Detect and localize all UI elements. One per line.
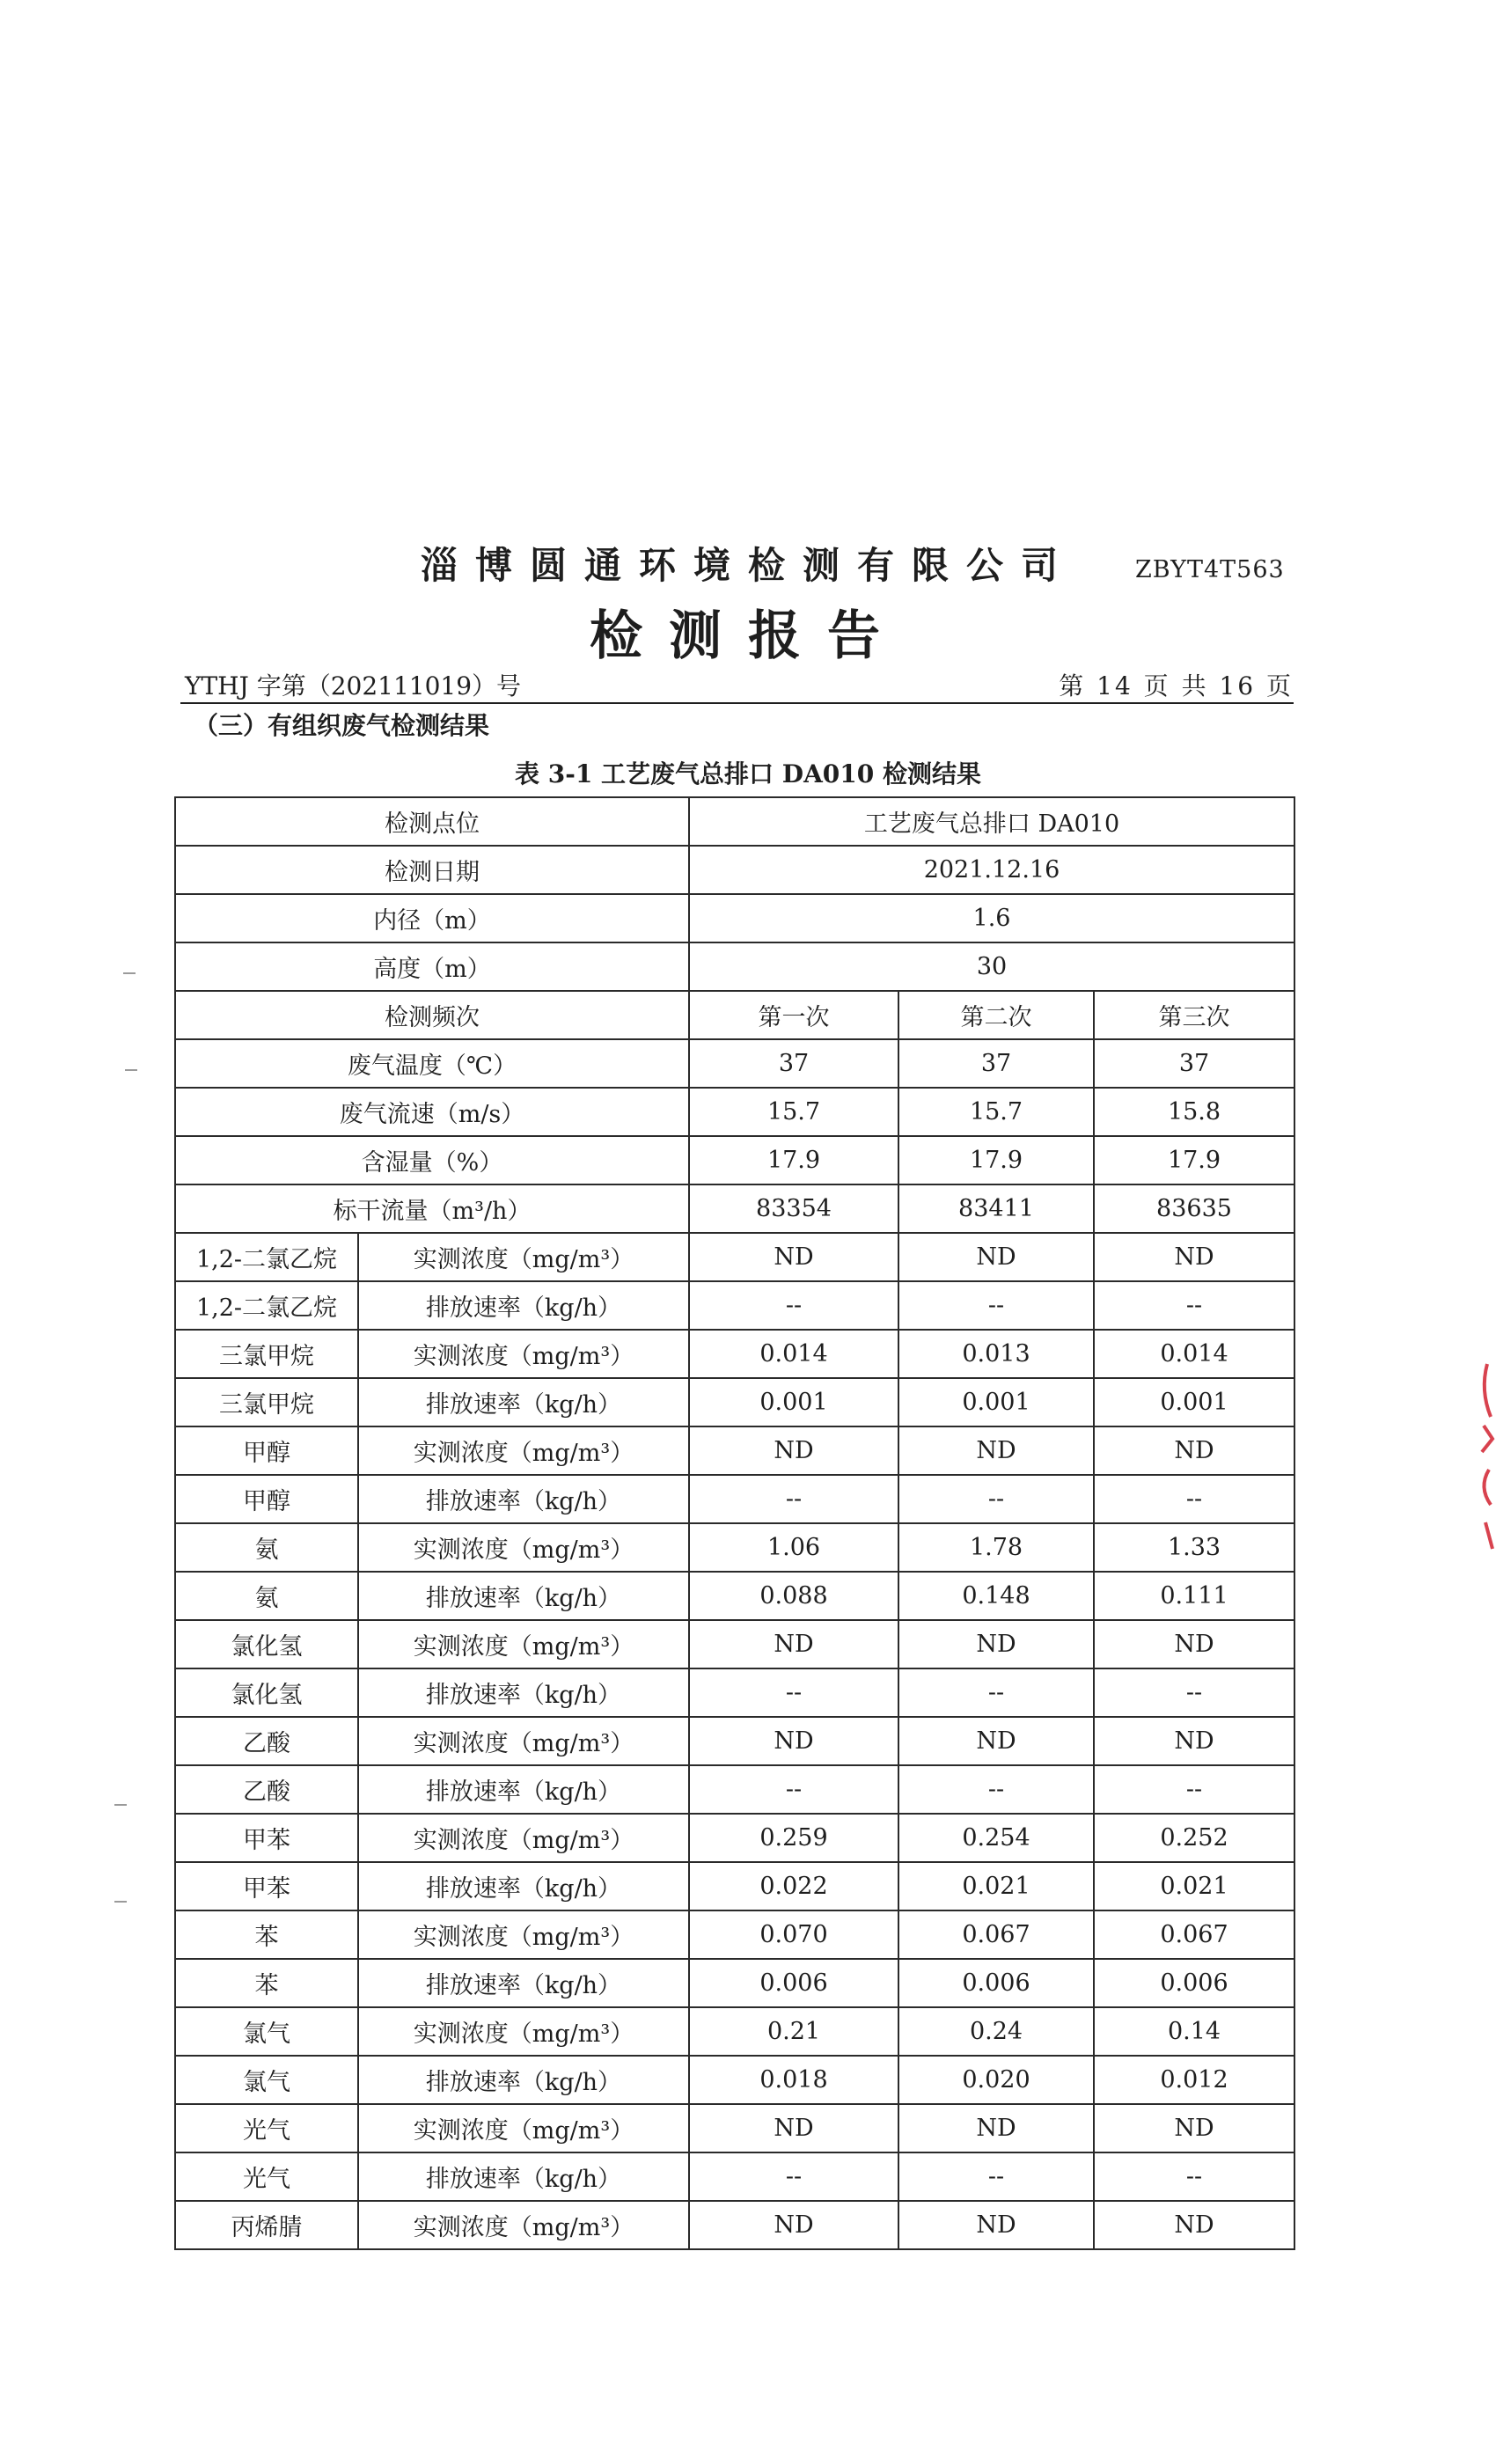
row-value: 30 <box>689 942 1294 991</box>
row-label: 标干流量（m³/h） <box>175 1184 689 1233</box>
run-value: 17.9 <box>898 1136 1094 1184</box>
pollutant-name: 光气 <box>175 2104 358 2152</box>
info-row <box>175 894 1294 942</box>
run-value: ND <box>898 1717 1094 1765</box>
row-value: 1.6 <box>689 894 1294 942</box>
measurement-item: 排放速率（kg/h） <box>358 1281 689 1330</box>
pollutant-row <box>175 1765 1294 1814</box>
pollutant-row <box>175 2201 1294 2249</box>
pollutant-name: 氨 <box>175 1572 358 1620</box>
run-value: ND <box>898 1426 1094 1475</box>
run-value: 1.06 <box>689 1523 898 1572</box>
run-value: ND <box>898 1233 1094 1281</box>
pollutant-name: 三氯甲烷 <box>175 1378 358 1426</box>
measurement-item: 排放速率（kg/h） <box>358 1959 689 2007</box>
pollutant-name: 氯化氢 <box>175 1668 358 1717</box>
run-value: 0.088 <box>689 1572 898 1620</box>
row-label: 含湿量（%） <box>175 1136 689 1184</box>
info-row <box>175 942 1294 991</box>
pollutant-row <box>175 1620 1294 1668</box>
pollutant-row <box>175 2104 1294 2152</box>
run-value: 15.7 <box>689 1088 898 1136</box>
measurement-item: 实测浓度（mg/m³） <box>358 1426 689 1475</box>
run-value: -- <box>689 1765 898 1814</box>
run-value: 0.259 <box>689 1814 898 1862</box>
row-value: 2021.12.16 <box>689 846 1294 894</box>
section-heading: （三）有组织废气检测结果 <box>194 711 490 740</box>
run-value: -- <box>898 1765 1094 1814</box>
run-value: ND <box>1094 1233 1294 1281</box>
run-value: -- <box>689 1668 898 1717</box>
run-value: 17.9 <box>689 1136 898 1184</box>
measurement-item: 实测浓度（mg/m³） <box>358 1717 689 1765</box>
scan-mark <box>114 1804 127 1806</box>
info-row <box>175 797 1294 846</box>
info-row <box>175 846 1294 894</box>
measurement-item: 排放速率（kg/h） <box>358 1765 689 1814</box>
pollutant-name: 乙酸 <box>175 1717 358 1765</box>
parameter-row <box>175 1039 1294 1088</box>
run-value: 0.252 <box>1094 1814 1294 1862</box>
run-value: -- <box>1094 1765 1294 1814</box>
run-value: 83354 <box>689 1184 898 1233</box>
run-value: 0.067 <box>1094 1910 1294 1959</box>
run-value: 0.254 <box>898 1814 1094 1862</box>
run-value: 0.001 <box>898 1378 1094 1426</box>
run-value: 0.006 <box>1094 1959 1294 2007</box>
row-label: 检测频次 <box>175 991 689 1039</box>
pollutant-name: 甲苯 <box>175 1862 358 1910</box>
run-value: -- <box>898 2152 1094 2201</box>
run-value: ND <box>1094 2201 1294 2249</box>
pollutant-name: 三氯甲烷 <box>175 1330 358 1378</box>
run-value: ND <box>689 1233 898 1281</box>
run-value: 1.78 <box>898 1523 1094 1572</box>
results-table <box>174 796 1295 2250</box>
run-value: 0.006 <box>898 1959 1094 2007</box>
seal-stamp-edge <box>1471 1355 1496 1566</box>
run-value: 1.33 <box>1094 1523 1294 1572</box>
run-value: 0.067 <box>898 1910 1094 1959</box>
measurement-item: 排放速率（kg/h） <box>358 1668 689 1717</box>
run-value: -- <box>898 1475 1094 1523</box>
run-value: 0.014 <box>689 1330 898 1378</box>
frequency-row <box>175 991 1294 1039</box>
run-value: -- <box>898 1281 1094 1330</box>
run-value: -- <box>689 1475 898 1523</box>
row-label: 废气温度（℃） <box>175 1039 689 1088</box>
run-value: ND <box>689 2201 898 2249</box>
page-number: 第 14 页 共 16 页 <box>1059 671 1294 700</box>
measurement-item: 实测浓度（mg/m³） <box>358 1233 689 1281</box>
run-value: 0.001 <box>689 1378 898 1426</box>
pollutant-name: 甲醇 <box>175 1426 358 1475</box>
pollutant-row <box>175 1717 1294 1765</box>
pollutant-row <box>175 1668 1294 1717</box>
pollutant-row <box>175 1330 1294 1378</box>
pollutant-name: 甲苯 <box>175 1814 358 1862</box>
run-header: 第三次 <box>1094 991 1294 1039</box>
run-value: 17.9 <box>1094 1136 1294 1184</box>
pollutant-row <box>175 2007 1294 2056</box>
pollutant-name: 甲醇 <box>175 1475 358 1523</box>
run-value: 15.7 <box>898 1088 1094 1136</box>
row-label: 检测点位 <box>175 797 689 846</box>
pollutant-name: 丙烯腈 <box>175 2201 358 2249</box>
run-value: ND <box>1094 1426 1294 1475</box>
measurement-item: 实测浓度（mg/m³） <box>358 2201 689 2249</box>
measurement-item: 排放速率（kg/h） <box>358 2056 689 2104</box>
measurement-item: 排放速率（kg/h） <box>358 1378 689 1426</box>
report-number: YTHJ 字第（202111019）号 <box>185 671 522 700</box>
scan-mark <box>125 1069 137 1071</box>
pollutant-row <box>175 1523 1294 1572</box>
measurement-item: 实测浓度（mg/m³） <box>358 1814 689 1862</box>
run-value: -- <box>1094 1668 1294 1717</box>
pollutant-name: 光气 <box>175 2152 358 2201</box>
pollutant-row <box>175 2152 1294 2201</box>
run-value: 0.148 <box>898 1572 1094 1620</box>
measurement-item: 实测浓度（mg/m³） <box>358 1620 689 1668</box>
run-value: 0.013 <box>898 1330 1094 1378</box>
pollutant-row <box>175 1378 1294 1426</box>
pollutant-name: 氯气 <box>175 2007 358 2056</box>
run-header: 第二次 <box>898 991 1094 1039</box>
run-value: 0.006 <box>689 1959 898 2007</box>
run-value: 83411 <box>898 1184 1094 1233</box>
run-value: ND <box>689 1717 898 1765</box>
run-value: 0.24 <box>898 2007 1094 2056</box>
row-label: 检测日期 <box>175 846 689 894</box>
run-value: ND <box>1094 2104 1294 2152</box>
run-value: ND <box>689 1426 898 1475</box>
run-value: ND <box>689 1620 898 1668</box>
measurement-item: 排放速率（kg/h） <box>358 1572 689 1620</box>
measurement-item: 排放速率（kg/h） <box>358 1862 689 1910</box>
header-divider <box>180 702 1294 704</box>
measurement-item: 实测浓度（mg/m³） <box>358 1523 689 1572</box>
pollutant-name: 1,2-二氯乙烷 <box>175 1233 358 1281</box>
run-value: 15.8 <box>1094 1088 1294 1136</box>
run-value: -- <box>898 1668 1094 1717</box>
run-value: -- <box>689 2152 898 2201</box>
run-value: ND <box>689 2104 898 2152</box>
run-value: -- <box>1094 1475 1294 1523</box>
pollutant-name: 1,2-二氯乙烷 <box>175 1281 358 1330</box>
pollutant-name: 苯 <box>175 1910 358 1959</box>
measurement-item: 排放速率（kg/h） <box>358 2152 689 2201</box>
pollutant-row <box>175 1862 1294 1910</box>
run-value: 0.020 <box>898 2056 1094 2104</box>
pollutant-row <box>175 1426 1294 1475</box>
report-title: 检测报告 <box>590 605 906 667</box>
pollutant-row <box>175 1959 1294 2007</box>
pollutant-name: 氯化氢 <box>175 1620 358 1668</box>
pollutant-row <box>175 1233 1294 1281</box>
parameter-row <box>175 1184 1294 1233</box>
run-value: 83635 <box>1094 1184 1294 1233</box>
run-value: -- <box>1094 2152 1294 2201</box>
run-value: ND <box>898 2201 1094 2249</box>
run-header: 第一次 <box>689 991 898 1039</box>
run-value: 0.018 <box>689 2056 898 2104</box>
run-value: 0.014 <box>1094 1330 1294 1378</box>
scan-mark <box>123 972 136 974</box>
parameter-row <box>175 1136 1294 1184</box>
run-value: -- <box>689 1281 898 1330</box>
row-value: 工艺废气总排口 DA010 <box>689 797 1294 846</box>
run-value: ND <box>898 2104 1094 2152</box>
pollutant-row <box>175 1281 1294 1330</box>
company-name: 淄博圆通环境检测有限公司 <box>420 544 1075 587</box>
pollutant-name: 氨 <box>175 1523 358 1572</box>
row-label: 高度（m） <box>175 942 689 991</box>
run-value: -- <box>1094 1281 1294 1330</box>
pollutant-row <box>175 1910 1294 1959</box>
run-value: ND <box>898 1620 1094 1668</box>
run-value: 37 <box>1094 1039 1294 1088</box>
pollutant-name: 氯气 <box>175 2056 358 2104</box>
run-value: 37 <box>689 1039 898 1088</box>
run-value: ND <box>1094 1620 1294 1668</box>
pollutant-row <box>175 1814 1294 1862</box>
pollutant-name: 乙酸 <box>175 1765 358 1814</box>
measurement-item: 实测浓度（mg/m³） <box>358 1910 689 1959</box>
run-value: 0.021 <box>898 1862 1094 1910</box>
parameter-row <box>175 1088 1294 1136</box>
measurement-item: 排放速率（kg/h） <box>358 1475 689 1523</box>
run-value: 0.021 <box>1094 1862 1294 1910</box>
run-value: 0.14 <box>1094 2007 1294 2056</box>
measurement-item: 实测浓度（mg/m³） <box>358 1330 689 1378</box>
measurement-item: 实测浓度（mg/m³） <box>358 2007 689 2056</box>
run-value: 0.070 <box>689 1910 898 1959</box>
row-label: 内径（m） <box>175 894 689 942</box>
run-value: 0.21 <box>689 2007 898 2056</box>
scan-mark <box>114 1901 127 1903</box>
pollutant-row <box>175 2056 1294 2104</box>
run-value: ND <box>1094 1717 1294 1765</box>
document-code: ZBYT4T563 <box>1135 556 1285 583</box>
run-value: 0.012 <box>1094 2056 1294 2104</box>
run-value: 0.111 <box>1094 1572 1294 1620</box>
run-value: 37 <box>898 1039 1094 1088</box>
row-label: 废气流速（m/s） <box>175 1088 689 1136</box>
run-value: 0.001 <box>1094 1378 1294 1426</box>
measurement-item: 实测浓度（mg/m³） <box>358 2104 689 2152</box>
table-caption: 表 3-1 工艺废气总排口 DA010 检测结果 <box>514 759 982 788</box>
pollutant-row <box>175 1475 1294 1523</box>
pollutant-row <box>175 1572 1294 1620</box>
pollutant-name: 苯 <box>175 1959 358 2007</box>
run-value: 0.022 <box>689 1862 898 1910</box>
